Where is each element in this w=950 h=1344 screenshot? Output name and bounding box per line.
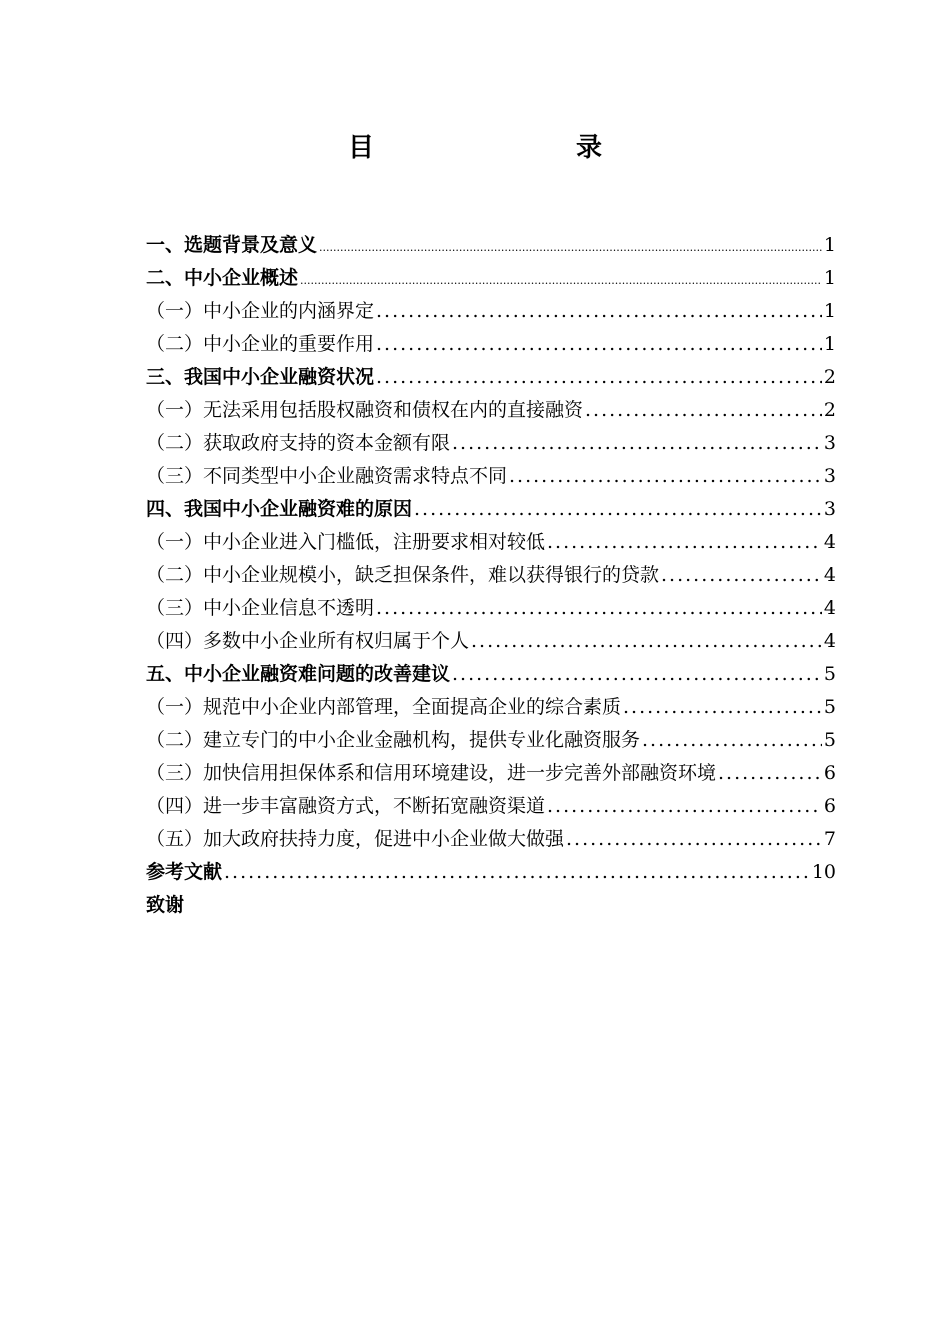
toc-chapter-entry[interactable] (146, 856, 836, 889)
toc-entry-title: 一、选题背景及意义 (146, 234, 318, 256)
toc-page-number: 1 (823, 234, 836, 256)
toc-chapter-entry[interactable] (146, 361, 836, 394)
toc-page-number: 4 (823, 564, 836, 586)
toc-page-number: 3 (823, 498, 836, 520)
toc-chapter-entry[interactable] (146, 229, 836, 262)
toc-dot-leader (376, 328, 822, 361)
toc-section-entry[interactable] (146, 625, 836, 658)
toc-dot-leader (376, 361, 822, 394)
toc-entry-title: （一）规范中小企业内部管理，全面提高企业的综合素质 (146, 696, 622, 718)
toc-page-number: 5 (823, 663, 836, 685)
toc-page-number: 6 (823, 762, 836, 784)
toc-dot-leader (718, 757, 822, 790)
toc-entry-title: 五、中小企业融资难问题的改善建议 (146, 663, 451, 685)
toc-dot-leader (471, 625, 822, 658)
toc-entry-title: （一）中小企业进入门槛低，注册要求相对较低 (146, 531, 546, 553)
toc-dot-leader (661, 559, 822, 592)
toc-page-number: 10 (811, 861, 836, 883)
toc-section-entry[interactable] (146, 427, 836, 460)
toc-page-number: 2 (823, 366, 836, 388)
toc-chapter-entry[interactable] (146, 262, 836, 295)
page-title: 目 录 (347, 133, 652, 163)
toc-page-number: 4 (823, 597, 836, 619)
toc-dot-leader (224, 856, 810, 889)
toc-page-number: 6 (823, 795, 836, 817)
toc-entry-title: 四、我国中小企业融资难的原因 (146, 498, 413, 520)
toc-dot-leader (642, 724, 822, 757)
toc-section-entry[interactable] (146, 328, 836, 361)
toc-entry-title: （二）中小企业规模小，缺乏担保条件，难以获得银行的贷款 (146, 564, 660, 586)
toc-dot-leader (547, 526, 822, 559)
toc-page-number: 1 (823, 333, 836, 355)
toc-entry-title: （三）不同类型中小企业融资需求特点不同 (146, 465, 508, 487)
toc-chapter-entry[interactable] (146, 889, 836, 922)
toc-section-entry[interactable] (146, 790, 836, 823)
toc-entry-title: （五）加大政府扶持力度，促进中小企业做大做强 (146, 828, 565, 850)
toc-entry-title: （四）进一步丰富融资方式，不断拓宽融资渠道 (146, 795, 546, 817)
toc-dot-leader (452, 658, 822, 691)
toc-section-entry[interactable] (146, 295, 836, 328)
table-of-contents (146, 229, 836, 922)
toc-entry-title: 致谢 (146, 894, 185, 916)
toc-section-entry[interactable] (146, 691, 836, 724)
toc-page-number: 5 (823, 696, 836, 718)
toc-entry-title: 二、中小企业概述 (146, 267, 299, 289)
toc-section-entry[interactable] (146, 460, 836, 493)
toc-dot-leader (414, 493, 822, 526)
toc-dot-leader (547, 790, 822, 823)
toc-page-number: 4 (823, 531, 836, 553)
toc-section-entry[interactable] (146, 757, 836, 790)
toc-dot-leader (509, 460, 822, 493)
toc-entry-title: （二）中小企业的重要作用 (146, 333, 375, 355)
toc-section-entry[interactable] (146, 724, 836, 757)
toc-entry-title: 参考文献 (146, 861, 223, 883)
toc-page-number: 1 (823, 300, 836, 322)
toc-page-number: 3 (823, 465, 836, 487)
toc-page-number: 3 (823, 432, 836, 454)
toc-section-entry[interactable] (146, 823, 836, 856)
toc-entry-title: （二）建立专门的中小企业金融机构，提供专业化融资服务 (146, 729, 641, 751)
toc-dot-leader (376, 295, 822, 328)
toc-section-entry[interactable] (146, 394, 836, 427)
toc-entry-title: （三）中小企业信息不透明 (146, 597, 375, 619)
toc-entry-title: （四）多数中小企业所有权归属于个人 (146, 630, 470, 652)
toc-page-number: 7 (823, 828, 836, 850)
toc-page-number: 4 (823, 630, 836, 652)
toc-dot-leader (623, 691, 822, 724)
toc-section-entry[interactable] (146, 592, 836, 625)
toc-page-number: 1 (823, 267, 836, 289)
toc-section-entry[interactable] (146, 559, 836, 592)
toc-section-entry[interactable] (146, 526, 836, 559)
toc-entry-title: （三）加快信用担保体系和信用环境建设，进一步完善外部融资环境 (146, 762, 717, 784)
toc-entry-title: （一）无法采用包括股权融资和债权在内的直接融资 (146, 399, 584, 421)
toc-chapter-entry[interactable] (146, 493, 836, 526)
toc-dot-leader (319, 231, 822, 264)
toc-entry-title: 三、我国中小企业融资状况 (146, 366, 375, 388)
toc-dot-leader (300, 264, 822, 297)
toc-dot-leader (376, 592, 822, 625)
toc-entry-title: （二）获取政府支持的资本金额有限 (146, 432, 451, 454)
toc-page-number: 2 (823, 399, 836, 421)
toc-chapter-entry[interactable] (146, 658, 836, 691)
toc-dot-leader (566, 823, 822, 856)
toc-page-number: 5 (823, 729, 836, 751)
toc-dot-leader (452, 427, 822, 460)
toc-entry-title: （一）中小企业的内涵界定 (146, 300, 375, 322)
toc-dot-leader (585, 394, 822, 427)
